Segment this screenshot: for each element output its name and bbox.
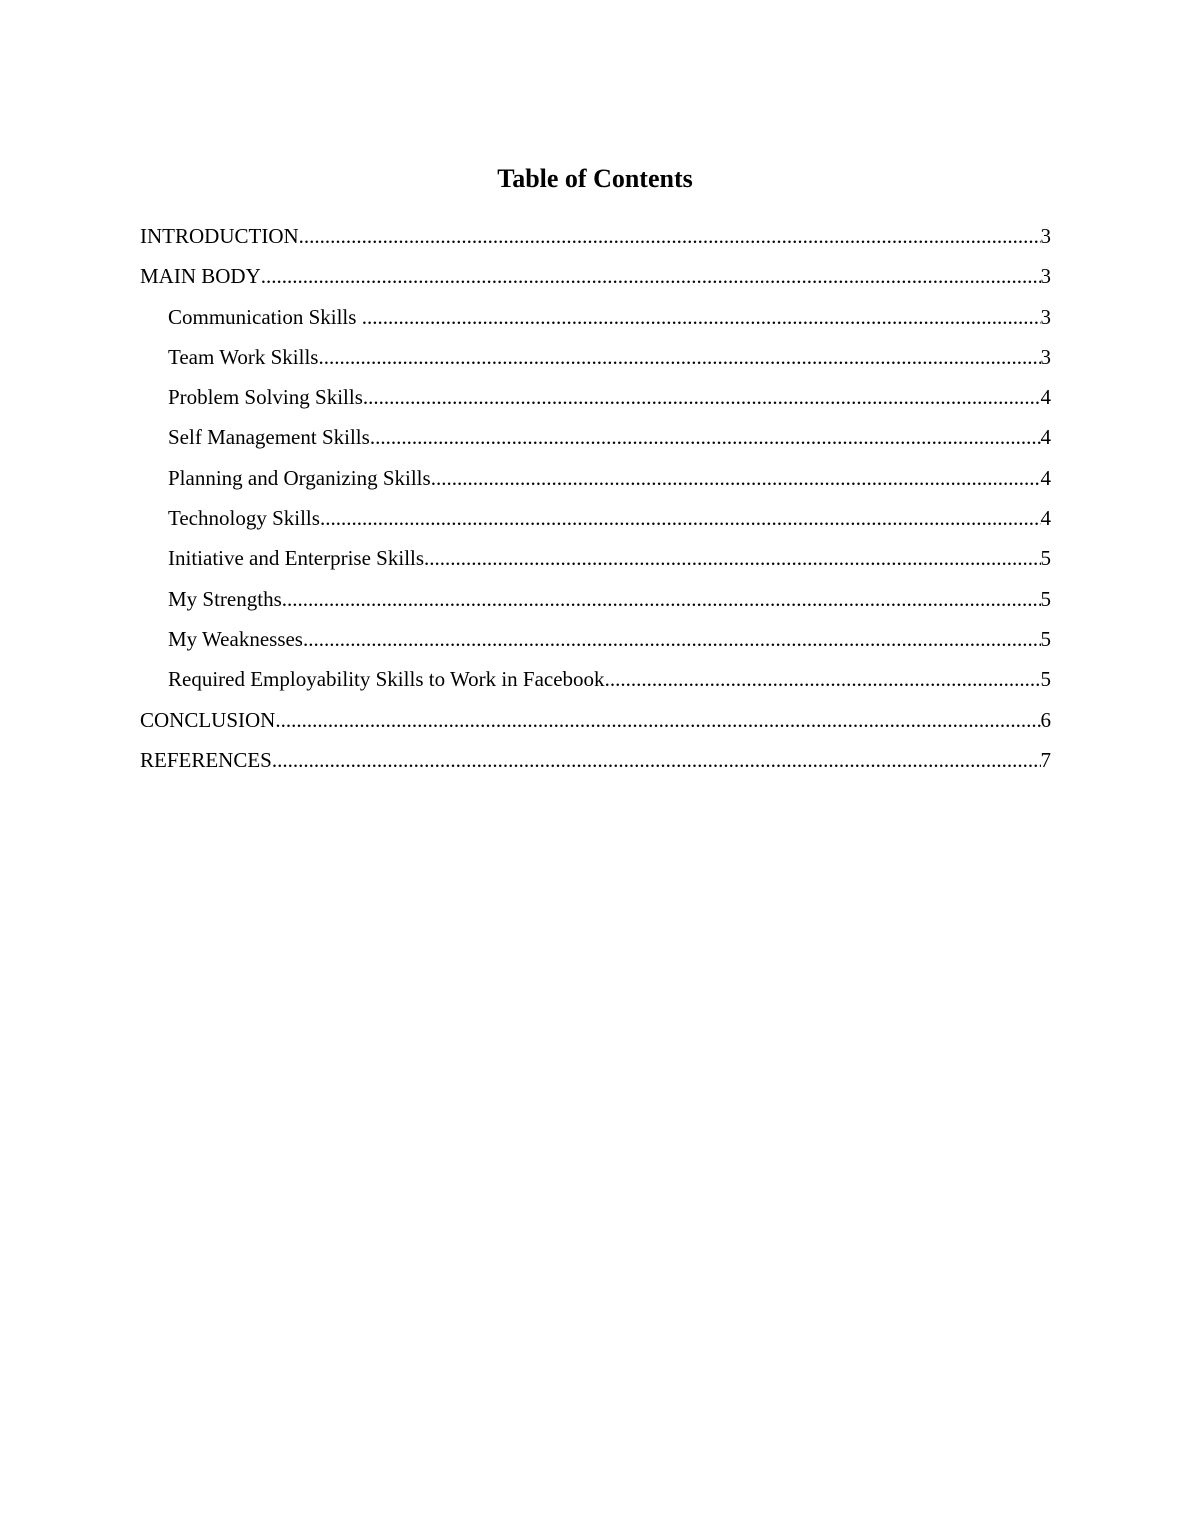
toc-dot-leader (318, 339, 1040, 375)
toc-page-number: 5 (1040, 546, 1051, 571)
toc-entry-references[interactable] (140, 742, 1051, 782)
toc-dot-leader (299, 218, 1041, 254)
toc-entry-main-body[interactable] (140, 258, 1051, 298)
toc-dot-leader (362, 299, 1041, 335)
toc-entry-planning-and-organizing-skills[interactable] (140, 460, 1051, 500)
toc-entry-my-strengths[interactable] (140, 581, 1051, 621)
toc-dot-leader (261, 258, 1041, 294)
toc-entry-technology-skills[interactable] (140, 500, 1051, 540)
toc-page-number: 3 (1040, 224, 1051, 248)
toc-dot-leader (303, 621, 1041, 657)
toc-page-number: 3 (1040, 304, 1051, 329)
toc-entry-introduction[interactable] (140, 218, 1051, 258)
toc-entry-team-work-skills[interactable] (140, 339, 1051, 379)
toc-entry-my-weaknesses[interactable] (140, 621, 1051, 661)
toc-entry-initiative-and-enterprise-skills[interactable] (140, 540, 1051, 580)
toc-entry-label: My Weaknesses (168, 626, 303, 651)
toc-dot-leader (431, 460, 1041, 496)
toc-dot-leader (370, 419, 1041, 455)
toc-entry-label: Problem Solving Skills (168, 385, 363, 410)
toc-entry-label: REFERENCES (140, 747, 272, 772)
toc-entry-label: Self Management Skills (168, 425, 370, 450)
toc-dot-leader (605, 661, 1041, 697)
toc-entry-label: My Strengths (168, 586, 282, 611)
toc-page-number: 4 (1040, 465, 1051, 490)
toc-dot-leader (424, 540, 1040, 576)
toc-page-number: 4 (1040, 385, 1051, 410)
toc-entry-required-employability-skills[interactable] (140, 661, 1051, 701)
toc-page-number: 5 (1040, 586, 1051, 611)
toc-entry-label: INTRODUCTION (140, 224, 299, 248)
toc-entry-label: Planning and Organizing Skills (168, 465, 431, 490)
toc-dot-leader (272, 742, 1041, 778)
toc-page-number: 5 (1040, 667, 1051, 692)
toc-page-number: 7 (1040, 747, 1051, 772)
toc-dot-leader (275, 702, 1040, 738)
toc-entry-label: CONCLUSION (140, 707, 276, 732)
toc-page-number: 4 (1040, 506, 1051, 531)
toc-dot-leader (282, 581, 1041, 617)
toc-entry-label: Initiative and Enterprise Skills (168, 546, 425, 571)
toc-entry-label: MAIN BODY (140, 264, 261, 289)
toc-entry-self-management-skills[interactable] (140, 419, 1051, 459)
toc-entry-label: Communication Skills (168, 304, 362, 329)
toc-entry-label: Technology Skills (168, 506, 320, 531)
toc-page-number: 3 (1040, 264, 1051, 289)
toc-page-number: 4 (1040, 425, 1051, 450)
toc-list (140, 218, 1051, 782)
toc-page-number: 3 (1040, 344, 1051, 369)
toc-dot-leader (363, 379, 1041, 415)
toc-entry-label: Team Work Skills (168, 344, 319, 369)
toc-entry-label: Required Employability Skills to Work in Facebook (168, 667, 605, 692)
toc-title: Table of Contents (497, 164, 693, 193)
toc-entry-problem-solving-skills[interactable] (140, 379, 1051, 419)
toc-entry-conclusion[interactable] (140, 702, 1051, 742)
toc-page-number: 6 (1040, 707, 1051, 732)
toc-entry-communication-skills[interactable] (140, 299, 1051, 339)
toc-dot-leader (320, 500, 1041, 536)
toc-page-number: 5 (1040, 626, 1051, 651)
